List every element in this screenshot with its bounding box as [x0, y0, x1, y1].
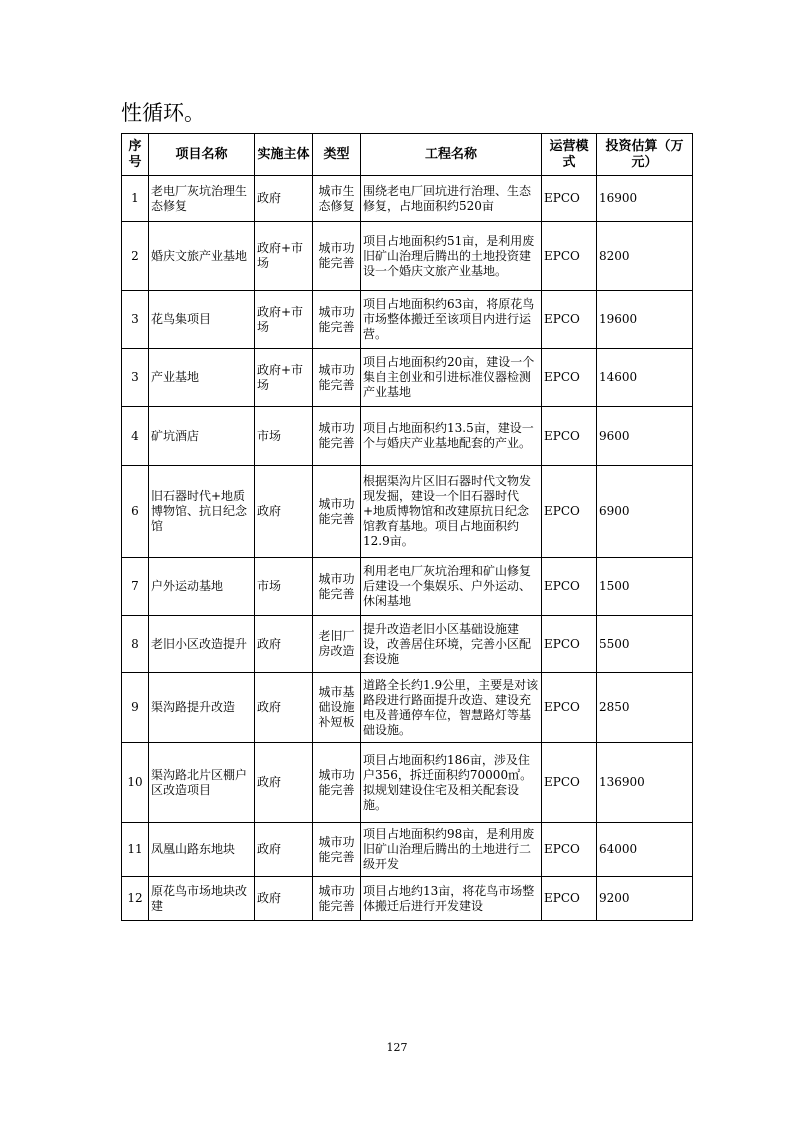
cell-invest: 64000 — [597, 823, 693, 877]
header-desc: 工程名称 — [361, 134, 542, 176]
cell-actor: 政府 — [255, 673, 313, 743]
cell-type: 城市功能完善 — [313, 466, 361, 558]
cell-invest: 136900 — [597, 743, 693, 823]
cell-no: 7 — [122, 558, 149, 616]
cell-name: 户外运动基地 — [149, 558, 255, 616]
cell-mode: EPCO — [542, 743, 597, 823]
cell-invest: 5500 — [597, 616, 693, 673]
cell-actor: 政府+市场 — [255, 349, 313, 407]
cell-type: 城市功能完善 — [313, 222, 361, 291]
cell-type: 城市功能完善 — [313, 743, 361, 823]
table-row — [122, 743, 693, 823]
table-row — [122, 176, 693, 222]
cell-actor: 政府 — [255, 176, 313, 222]
cell-name: 矿坑酒店 — [149, 407, 255, 466]
table-row — [122, 823, 693, 877]
cell-invest: 9600 — [597, 407, 693, 466]
cell-actor: 政府 — [255, 466, 313, 558]
cell-name: 凤凰山路东地块 — [149, 823, 255, 877]
cell-desc: 道路全长约1.9公里，主要是对该路段进行路面提升改造、建设充电及普通停车位，智慧路灯等基础设施。 — [361, 673, 542, 743]
cell-mode: EPCO — [542, 877, 597, 921]
cell-name: 老电厂灰坑治理生态修复 — [149, 176, 255, 222]
cell-no: 3 — [122, 291, 149, 349]
cell-name: 旧石器时代+地质博物馆、抗日纪念馆 — [149, 466, 255, 558]
lead-text: 性循环。 — [121, 101, 205, 125]
cell-desc: 项目占地面积约20亩，建设一个集自主创业和引进标准仪器检测产业基地 — [361, 349, 542, 407]
cell-desc: 项目占地面积约186亩，涉及住户356，拆迁面积约70000㎡。拟规划建设住宅及相关配套设施。 — [361, 743, 542, 823]
header-invest: 投资估算（万元） — [597, 134, 693, 176]
cell-actor: 市场 — [255, 407, 313, 466]
cell-no: 4 — [122, 407, 149, 466]
cell-invest: 19600 — [597, 291, 693, 349]
table-row — [122, 407, 693, 466]
cell-name: 婚庆文旅产业基地 — [149, 222, 255, 291]
header-name: 项目名称 — [149, 134, 255, 176]
cell-type: 城市功能完善 — [313, 349, 361, 407]
cell-type: 城市功能完善 — [313, 877, 361, 921]
cell-mode: EPCO — [542, 349, 597, 407]
cell-type: 城市功能完善 — [313, 558, 361, 616]
cell-no: 1 — [122, 176, 149, 222]
cell-name: 原花鸟市场地块改建 — [149, 877, 255, 921]
header-mode: 运营模式 — [542, 134, 597, 176]
cell-type: 城市功能完善 — [313, 823, 361, 877]
cell-desc: 根据渠沟片区旧石器时代文物发现发掘，建设一个旧石器时代+地质博物馆和改建原抗日纪念馆教育基地。项目占地面积约12.9亩。 — [361, 466, 542, 558]
table-row — [122, 466, 693, 558]
cell-invest: 9200 — [597, 877, 693, 921]
cell-mode: EPCO — [542, 222, 597, 291]
cell-no: 3 — [122, 349, 149, 407]
cell-mode: EPCO — [542, 616, 597, 673]
table-row — [122, 877, 693, 921]
cell-actor: 政府 — [255, 823, 313, 877]
cell-actor: 政府+市场 — [255, 291, 313, 349]
cell-desc: 围绕老电厂回坑进行治理、生态修复，占地面积约520亩 — [361, 176, 542, 222]
cell-name: 渠沟路北片区棚户区改造项目 — [149, 743, 255, 823]
cell-type: 城市生态修复 — [313, 176, 361, 222]
cell-invest: 2850 — [597, 673, 693, 743]
cell-no: 8 — [122, 616, 149, 673]
cell-desc: 提升改造老旧小区基础设施建设，改善居住环境，完善小区配套设施 — [361, 616, 542, 673]
cell-no: 12 — [122, 877, 149, 921]
cell-mode: EPCO — [542, 558, 597, 616]
cell-actor: 市场 — [255, 558, 313, 616]
table-header-row — [122, 134, 693, 176]
table-row — [122, 558, 693, 616]
cell-actor: 政府 — [255, 877, 313, 921]
cell-actor: 政府 — [255, 616, 313, 673]
table-row — [122, 673, 693, 743]
cell-name: 老旧小区改造提升 — [149, 616, 255, 673]
cell-mode: EPCO — [542, 176, 597, 222]
cell-desc: 项目占地约13亩，将花鸟市场整体搬迁后进行开发建设 — [361, 877, 542, 921]
cell-desc: 项目占地面积约98亩，是利用废旧矿山治理后腾出的土地进行二级开发 — [361, 823, 542, 877]
cell-type: 老旧厂房改造 — [313, 616, 361, 673]
cell-desc: 利用老电厂灰坑治理和矿山修复后建设一个集娱乐、户外运动、休闲基地 — [361, 558, 542, 616]
cell-invest: 8200 — [597, 222, 693, 291]
cell-no: 10 — [122, 743, 149, 823]
project-table — [121, 133, 693, 921]
cell-type: 城市基础设施补短板 — [313, 673, 361, 743]
cell-name: 产业基地 — [149, 349, 255, 407]
cell-name: 花鸟集项目 — [149, 291, 255, 349]
cell-no: 11 — [122, 823, 149, 877]
table-row — [122, 616, 693, 673]
cell-desc: 项目占地面积约51亩，是利用废旧矿山治理后腾出的土地投资建设一个婚庆文旅产业基地。 — [361, 222, 542, 291]
cell-invest: 16900 — [597, 176, 693, 222]
page-number: 127 — [386, 1041, 408, 1054]
cell-actor: 政府+市场 — [255, 222, 313, 291]
header-actor: 实施主体 — [255, 134, 313, 176]
cell-mode: EPCO — [542, 466, 597, 558]
cell-no: 2 — [122, 222, 149, 291]
header-type: 类型 — [313, 134, 361, 176]
cell-invest: 6900 — [597, 466, 693, 558]
cell-invest: 14600 — [597, 349, 693, 407]
cell-type: 城市功能完善 — [313, 407, 361, 466]
cell-desc: 项目占地面积约13.5亩，建设一个与婚庆产业基地配套的产业。 — [361, 407, 542, 466]
cell-no: 6 — [122, 466, 149, 558]
cell-no: 9 — [122, 673, 149, 743]
cell-invest: 1500 — [597, 558, 693, 616]
cell-mode: EPCO — [542, 673, 597, 743]
cell-desc: 项目占地面积约63亩，将原花鸟市场整体搬迁至该项目内进行运营。 — [361, 291, 542, 349]
table-row — [122, 349, 693, 407]
cell-type: 城市功能完善 — [313, 291, 361, 349]
cell-name: 渠沟路提升改造 — [149, 673, 255, 743]
cell-mode: EPCO — [542, 291, 597, 349]
header-no: 序号 — [122, 134, 149, 176]
cell-mode: EPCO — [542, 407, 597, 466]
table-row — [122, 222, 693, 291]
cell-mode: EPCO — [542, 823, 597, 877]
table-row — [122, 291, 693, 349]
cell-actor: 政府 — [255, 743, 313, 823]
